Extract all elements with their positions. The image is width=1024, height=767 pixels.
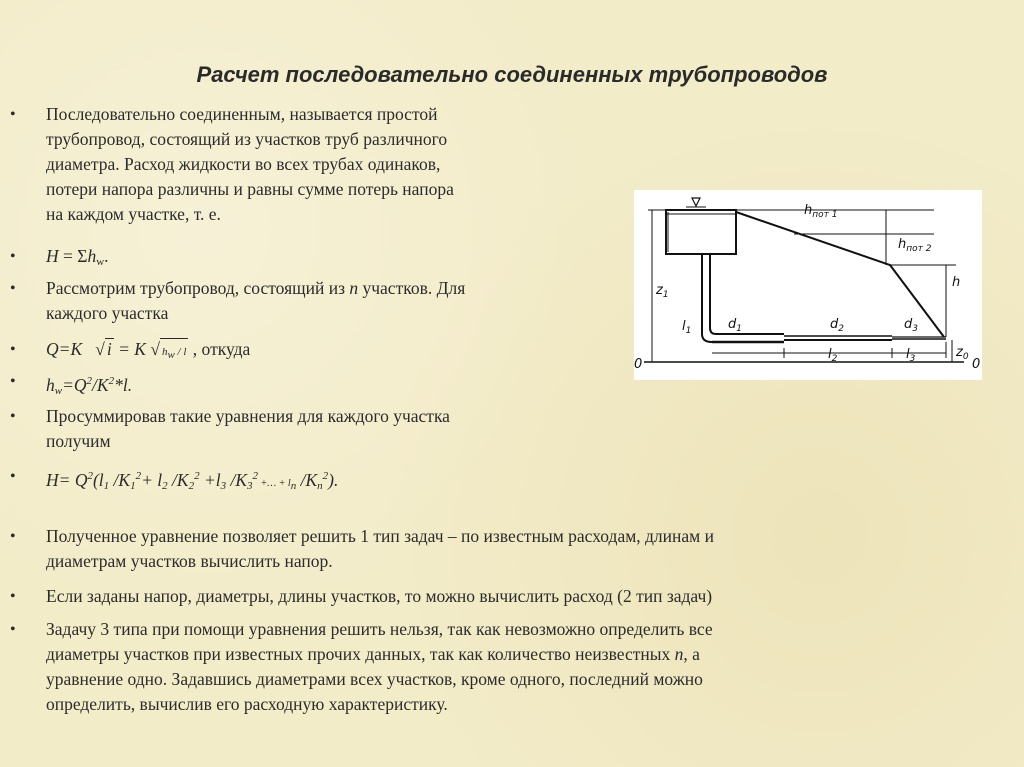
formula-q: Q=K √ i = K √ $h_w$ / l , откуда [46, 339, 251, 361]
label-hpot1: $h_{пот 1}$ [804, 203, 838, 220]
paragraph-type1: Полученное уравнение позволяет решить 1 тип задач – по известным расходам, длинам и диаметрам участков вычислить напор. [46, 526, 714, 571]
label-d2: $d_2$ [830, 317, 844, 334]
label-hpot2: $h_{пот 2}$ [898, 237, 932, 254]
bullet-10: • [10, 621, 16, 638]
formula-h-sum: $H = \Sigma h_w$. [46, 246, 109, 268]
bullet-6: • [10, 408, 16, 425]
bullet-3: • [10, 280, 16, 297]
paragraph-definition [46, 102, 454, 227]
label-z0: $z_0$ [956, 345, 969, 362]
label-z1: $z_1$ [656, 283, 669, 300]
definition-line-4: потери напора различны и равны сумме потерь напора [46, 179, 454, 199]
pipeline-diagram [634, 190, 982, 380]
definition-line-2: трубопровод, состоящий из участков труб различного [46, 129, 448, 149]
paragraph-consider: Рассмотрим трубопровод, состоящий из n участков. Для каждого участка [46, 278, 466, 323]
definition-line-3: диаметра. Расход жидкости во всех трубах одинаков, [46, 154, 441, 174]
head-loss-line [736, 212, 944, 337]
label-d3: $d_3$ [904, 317, 918, 334]
label-datum-right: 0 [972, 357, 981, 372]
pipeline-diagram-svg [634, 190, 982, 380]
bullet-4: • [10, 341, 16, 358]
bullet-8: • [10, 528, 16, 545]
label-l3: $l_3$ [906, 347, 916, 364]
label-h: h [952, 275, 961, 290]
bullet-7: • [10, 468, 16, 485]
paragraph-type2: Если заданы напор, диаметры, длины участков, то можно вычислить расход (2 тип задач) [46, 586, 713, 606]
label-l1: $l_1$ [682, 319, 692, 336]
label-l2: $l_2$ [828, 347, 838, 364]
formula-h-total: $H= Q^2(l_1$ $/K_1^2+ l_2$ $/K_2^2 +l_3$ $/K_3^2$ +… + $l_n$ $/K_n^2$). [46, 470, 339, 492]
paragraph-type3: Задачу 3 типа при помощи уравнения решить нельзя, так как невозможно определить все диаметры участков при известных прочих данных, так как количество неизвестных n, а уравнение одно. Задавшись диаметрами всех участков, кроме одного, последний можно определить, вычислив его расходную характеристику. [46, 619, 713, 714]
bullet-1: • [10, 106, 16, 123]
tank [666, 210, 736, 254]
bullet-9: • [10, 588, 16, 605]
bullet-5: • [10, 373, 16, 390]
definition-line-5: на каждом участке, т. е. [46, 204, 221, 224]
slide-title: Расчет последовательно соединенных трубопроводов [196, 62, 828, 87]
label-d1: $d_1$ [728, 317, 742, 334]
formula-hw: $h_w=Q^2/K^2*l$. [46, 375, 133, 397]
label-datum-left: 0 [634, 357, 643, 372]
level-marker-icon [692, 198, 700, 206]
bullet-2: • [10, 248, 16, 265]
paragraph-summing: Просуммировав такие уравнения для каждого участка получим [46, 406, 450, 451]
definition-line-1: Последовательно соединенным, называется простой [46, 104, 438, 124]
